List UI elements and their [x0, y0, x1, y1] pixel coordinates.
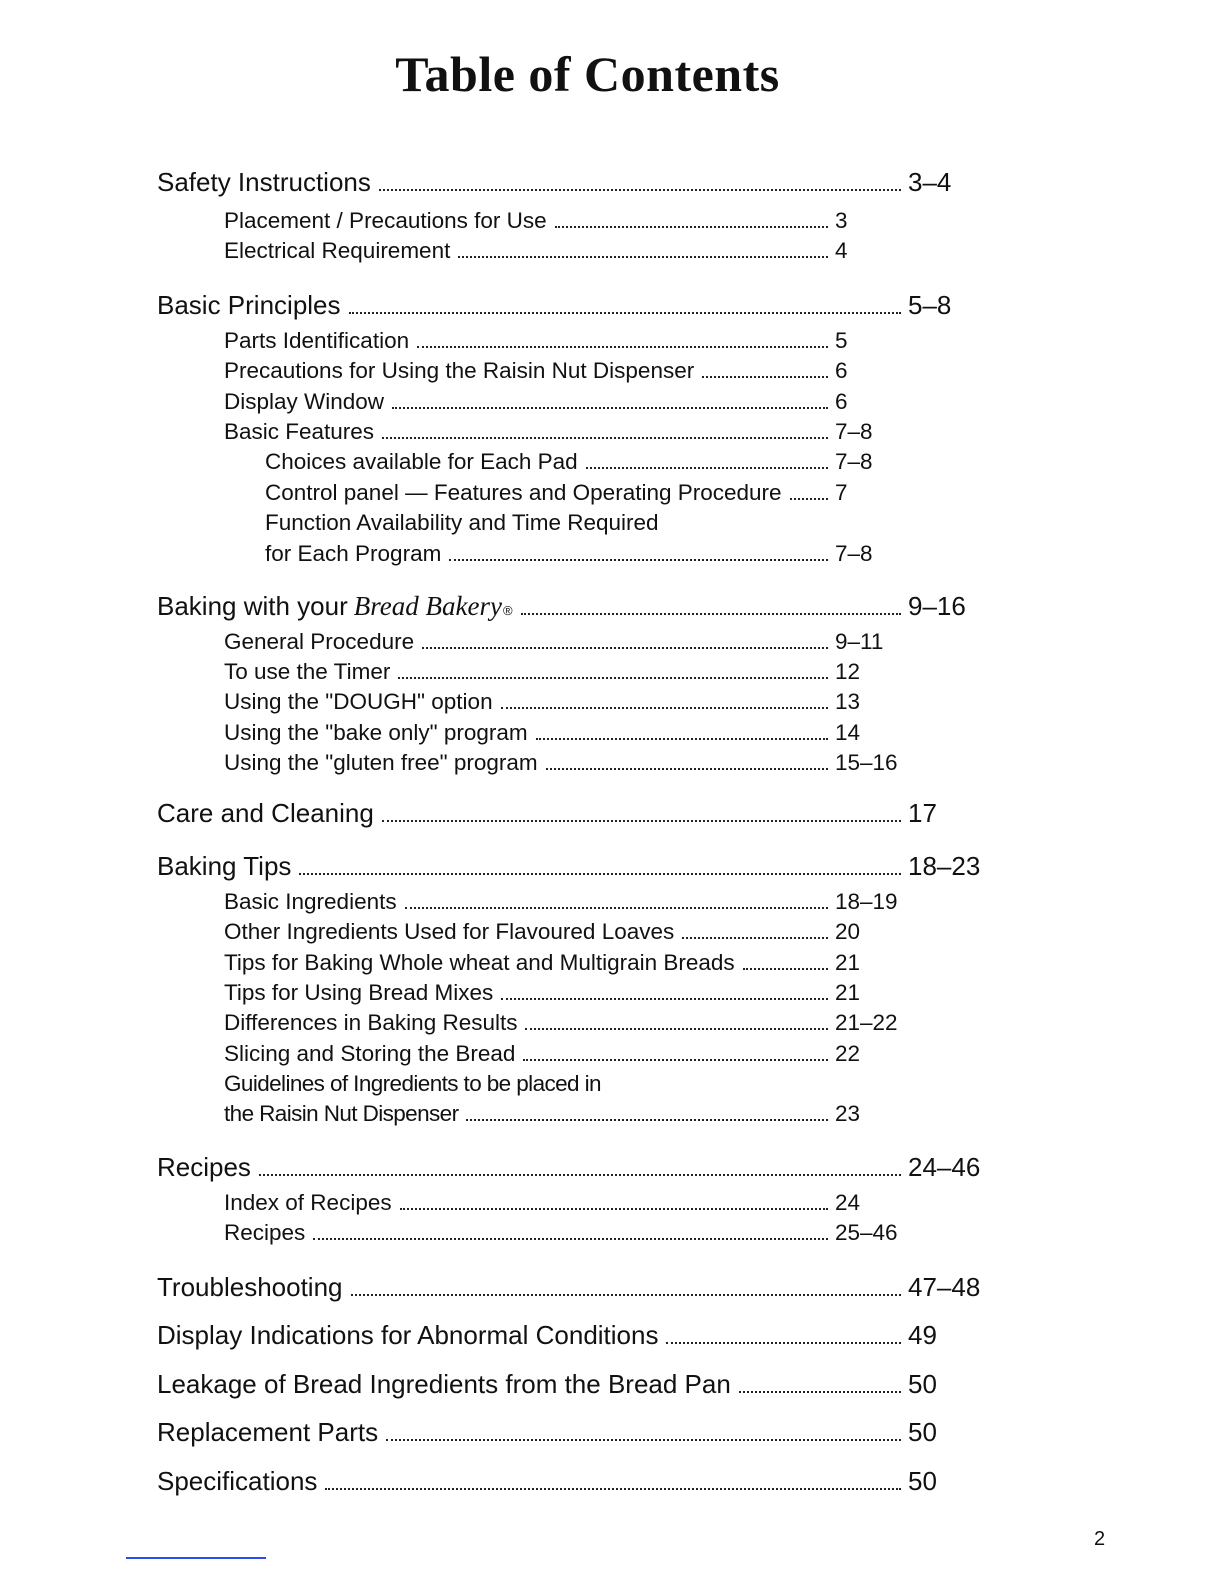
- entry-label: Troubleshooting: [157, 1272, 343, 1302]
- toc-subentry[interactable]: [224, 720, 925, 746]
- toc-entry[interactable]: [157, 591, 998, 622]
- dot-leader: [382, 437, 828, 439]
- toc-subentry[interactable]: [224, 328, 925, 354]
- toc-subentry[interactable]: [224, 238, 925, 264]
- toc-subentry[interactable]: [224, 889, 925, 915]
- entry-page: 25–46: [835, 1220, 898, 1245]
- toc-entry[interactable]: [157, 798, 998, 829]
- entry-page: 18–23: [908, 851, 981, 881]
- page-number: 2: [1094, 1528, 1106, 1550]
- entry-label: General Procedure: [224, 629, 415, 654]
- entry-page: 21–22: [835, 1010, 898, 1035]
- entry-label: Care and Cleaning: [157, 798, 374, 828]
- dot-leader: [398, 677, 828, 679]
- dot-leader: [501, 707, 828, 709]
- entry-label: Baking Tips: [157, 851, 292, 881]
- entry-label: Using the "DOUGH" option: [224, 689, 493, 714]
- toc-subentry[interactable]: [224, 689, 925, 715]
- toc-entry[interactable]: [157, 290, 998, 321]
- toc-entry[interactable]: [157, 1417, 998, 1448]
- toc-subentry[interactable]: [224, 1101, 925, 1127]
- entry-label: Parts Identification: [224, 328, 410, 353]
- entry-page: 7–8: [835, 449, 873, 474]
- toc-entry[interactable]: [157, 851, 998, 882]
- dot-leader: [417, 346, 828, 348]
- toc-entry[interactable]: [157, 167, 998, 198]
- entry-label: Basic Principles: [157, 290, 341, 320]
- dot-leader: [466, 1119, 828, 1121]
- dot-leader: [702, 376, 828, 378]
- entry-page: 5–8: [908, 290, 952, 320]
- entry-label: Recipes: [224, 1220, 306, 1245]
- entry-label: Index of Recipes: [224, 1190, 392, 1215]
- dot-leader: [739, 1391, 901, 1393]
- entry-label: Safety Instructions: [157, 167, 371, 197]
- entry-page: 24–46: [908, 1152, 981, 1182]
- entry-page: 50: [908, 1369, 937, 1399]
- entry-label: Electrical Requirement: [224, 238, 451, 263]
- entry-page: 18–19: [835, 889, 898, 914]
- toc-subentry[interactable]: [224, 1041, 925, 1067]
- page-title: Table of Contents: [395, 46, 780, 102]
- entry-label: Baking with your: [157, 591, 348, 621]
- toc-subentry[interactable]: [224, 1010, 925, 1036]
- entry-page: 17: [908, 798, 937, 828]
- entry-label: Leakage of Bread Ingredients from the Bread Pan: [157, 1369, 731, 1399]
- registered-mark: ®: [502, 603, 513, 618]
- dot-leader: [501, 998, 828, 1000]
- toc-subsubentry[interactable]: [265, 541, 925, 567]
- entry-page: 23: [835, 1101, 861, 1126]
- toc-entry[interactable]: [157, 1272, 998, 1303]
- entry-page: 47–48: [908, 1272, 981, 1302]
- dot-leader: [586, 467, 828, 469]
- entry-label: Differences in Baking Results: [224, 1010, 518, 1035]
- entry-page: 3: [835, 208, 848, 233]
- toc-subentry[interactable]: [224, 950, 925, 976]
- entry-page: 12: [835, 659, 861, 684]
- toc-subentry[interactable]: [224, 1190, 925, 1216]
- dot-leader: [386, 1439, 901, 1441]
- dot-leader: [666, 1342, 901, 1344]
- toc-subentry[interactable]: [224, 358, 925, 384]
- dot-leader: [392, 407, 828, 409]
- toc-subentry[interactable]: [224, 389, 925, 415]
- toc-subentry[interactable]: [224, 919, 925, 945]
- toc-subentry[interactable]: [224, 980, 925, 1006]
- dot-leader: [379, 189, 901, 191]
- entry-label: Tips for Using Bread Mixes: [224, 980, 494, 1005]
- toc-subentry[interactable]: [224, 629, 925, 655]
- entry-page: 7: [835, 480, 848, 505]
- entry-page: 49: [908, 1320, 937, 1350]
- toc-subentry[interactable]: [224, 208, 925, 234]
- entry-page: 9–11: [835, 629, 884, 654]
- toc-entry[interactable]: [157, 1320, 998, 1351]
- entry-label: Placement / Precautions for Use: [224, 208, 547, 233]
- toc-subsubentry[interactable]: [265, 510, 925, 536]
- footer-rule: [126, 1557, 266, 1559]
- entry-label: Choices available for Each Pad: [265, 449, 578, 474]
- entry-label: Tips for Baking Whole wheat and Multigrain Breads: [224, 950, 735, 975]
- toc-subentry[interactable]: [224, 750, 925, 776]
- entry-label: Basic Features: [224, 419, 375, 444]
- dot-leader: [259, 1174, 901, 1176]
- dot-leader: [449, 559, 828, 561]
- entry-page: 4: [835, 238, 848, 263]
- entry-page: 6: [835, 358, 848, 383]
- dot-leader: [313, 1238, 828, 1240]
- dot-leader: [682, 937, 828, 939]
- entry-page: 15–16: [835, 750, 898, 775]
- entry-label: for Each Program: [265, 541, 442, 566]
- entry-label: Basic Ingredients: [224, 889, 397, 914]
- entry-label: Slicing and Storing the Bread: [224, 1041, 516, 1066]
- entry-page: 24: [835, 1190, 861, 1215]
- entry-label: Display Indications for Abnormal Conditions: [157, 1320, 659, 1350]
- entry-label: Guidelines of Ingredients to be placed in: [224, 1071, 601, 1096]
- entry-label: Display Window: [224, 389, 385, 414]
- entry-page: 9–16: [908, 591, 966, 621]
- entry-label: Precautions for Using the Raisin Nut Dispenser: [224, 358, 695, 383]
- dot-leader: [325, 1488, 901, 1490]
- dot-leader: [299, 873, 901, 875]
- dot-leader: [382, 820, 901, 822]
- entry-page: 13: [835, 689, 861, 714]
- entry-page: 7–8: [835, 541, 873, 566]
- toc-entry[interactable]: [157, 1466, 998, 1497]
- dot-leader: [458, 256, 828, 258]
- dot-leader: [790, 498, 828, 500]
- toc-subsubentry[interactable]: [265, 449, 925, 475]
- entry-label: Function Availability and Time Required: [265, 510, 659, 535]
- entry-label: the Raisin Nut Dispenser: [224, 1101, 459, 1126]
- dot-leader: [523, 1059, 828, 1061]
- entry-label: To use the Timer: [224, 659, 391, 684]
- dot-leader: [405, 907, 828, 909]
- toc-subentry[interactable]: [224, 1071, 925, 1097]
- dot-leader: [536, 738, 828, 740]
- toc-subentry[interactable]: [224, 419, 925, 445]
- dot-leader: [546, 768, 828, 770]
- toc-entry[interactable]: [157, 1369, 998, 1400]
- entry-label: Using the "gluten free" program: [224, 750, 538, 775]
- bread-bakery-logo: Bread Bakery: [353, 591, 502, 621]
- dot-leader: [743, 968, 828, 970]
- entry-label: Specifications: [157, 1466, 318, 1496]
- entry-page: 14: [835, 720, 861, 745]
- entry-page: 50: [908, 1417, 937, 1447]
- entry-page: 7–8: [835, 419, 873, 444]
- dot-leader: [400, 1208, 828, 1210]
- entry-page: 5: [835, 328, 848, 353]
- toc-entry[interactable]: [157, 1152, 998, 1183]
- toc-subentry[interactable]: [224, 659, 925, 685]
- toc-subsubentry[interactable]: [265, 480, 925, 506]
- dot-leader: [422, 647, 828, 649]
- entry-label: Replacement Parts: [157, 1417, 379, 1447]
- entry-page: 20: [835, 919, 861, 944]
- entry-page: 21: [835, 980, 861, 1005]
- entry-label: Other Ingredients Used for Flavoured Loaves: [224, 919, 675, 944]
- dot-leader: [525, 1028, 828, 1030]
- dot-leader: [351, 1294, 902, 1296]
- entry-page: 3–4: [908, 167, 952, 197]
- dot-leader: [521, 613, 901, 615]
- entry-page: 6: [835, 389, 848, 414]
- entry-page: 21: [835, 950, 861, 975]
- entry-label: Control panel — Features and Operating Procedure: [265, 480, 782, 505]
- dot-leader: [555, 226, 828, 228]
- entry-page: 22: [835, 1041, 861, 1066]
- entry-page: 50: [908, 1466, 937, 1496]
- dot-leader: [349, 312, 901, 314]
- toc-subentry[interactable]: [224, 1220, 925, 1246]
- entry-label: Recipes: [157, 1152, 251, 1182]
- entry-label: Using the "bake only" program: [224, 720, 528, 745]
